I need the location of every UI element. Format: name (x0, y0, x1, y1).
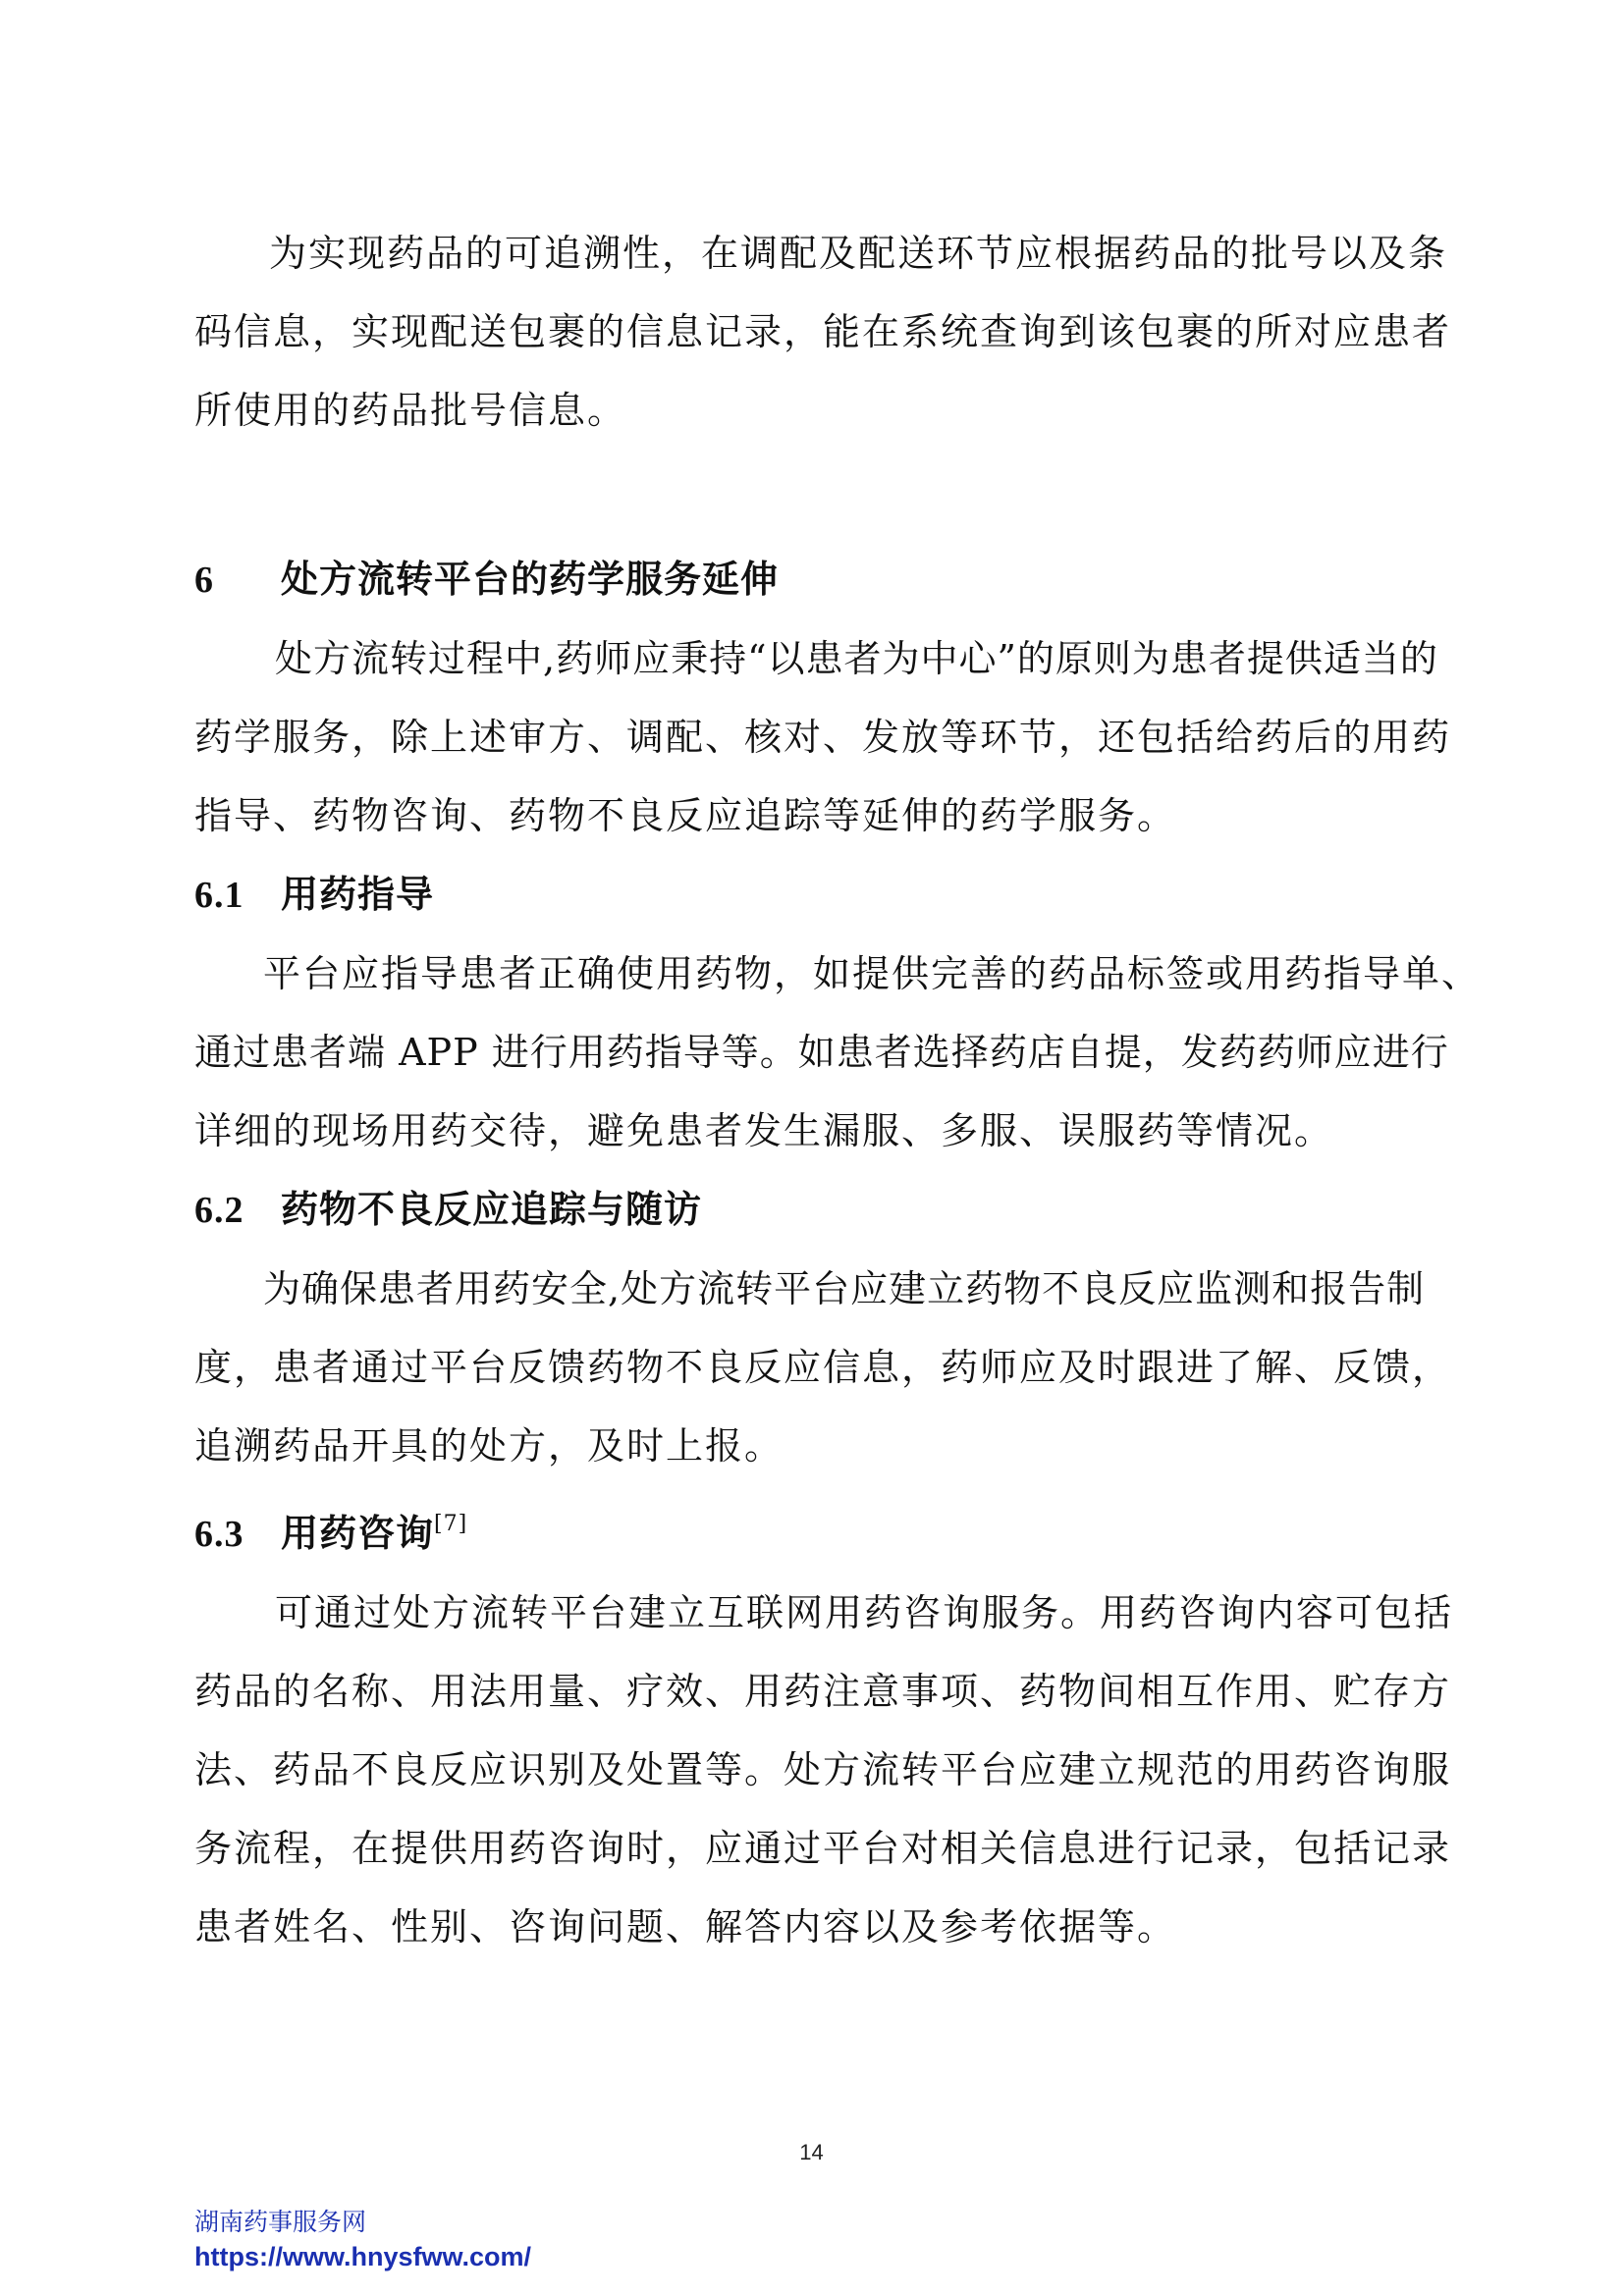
section-6-paragraph (194, 619, 1452, 855)
section-title: 用药咨询 (281, 1511, 435, 1555)
paragraph-line: 码信息，实现配送包裹的信息记录，能在系统查询到该包裹的所对应患者 (194, 310, 1452, 353)
paragraph-line: 处方流转过程中,药师应秉持“以患者为中心”的原则为患者提供适当的 (275, 637, 1438, 680)
paragraph-line: 药品的名称、用法用量、疗效、用药注意事项、药物间相互作用、贮存方 (194, 1670, 1452, 1713)
section-number: 6.3 (194, 1514, 244, 1555)
paragraph-line: 患者姓名、性别、咨询问题、解答内容以及参考依据等。 (194, 1905, 1177, 1949)
paragraph-line: 平台应指导患者正确使用药物，如提供完善的药品标签或用药指导单、 (263, 952, 1482, 995)
paragraph-line: 度，患者通过平台反馈药物不良反应信息，药师应及时跟进了解、反馈， (194, 1346, 1452, 1389)
section-6-3-heading (194, 1485, 1434, 1574)
paragraph-line: 指导、药物咨询、药物不良反应追踪等延伸的药学服务。 (194, 794, 1177, 837)
section-number: 6.2 (194, 1190, 244, 1231)
paragraph-line: 为实现药品的可追溯性，在调配及配送环节应根据药品的批号以及条 (269, 232, 1448, 275)
section-number: 6 (194, 560, 214, 601)
paragraph-line: 追溯药品开具的处方，及时上报。 (194, 1424, 784, 1468)
section-6-1-heading (194, 855, 1434, 934)
section-title: 药物不良反应追踪与随访 (281, 1187, 703, 1231)
footer-site-name: 湖南药事服务网 (194, 2208, 367, 2236)
section-title: 处方流转平台的药学服务延伸 (281, 557, 780, 601)
section-6-1-paragraph (194, 934, 1482, 1170)
paragraph-line: 可通过处方流转平台建立互联网用药咨询服务。用药咨询内容可包括 (275, 1591, 1454, 1634)
paragraph-line: 务流程，在提供用药咨询时，应通过平台对相关信息进行记录，包括记录 (194, 1827, 1452, 1870)
paragraph-line: 所使用的药品批号信息。 (194, 389, 627, 432)
paragraph-line: 通过患者端 APP 进行用药指导等。如患者选择药店自提，发药药师应进行 (194, 1031, 1449, 1074)
section-6-3-paragraph (194, 1574, 1454, 1966)
paragraph-line: 法、药品不良反应识别及处置等。处方流转平台应建立规范的用药咨询服 (194, 1748, 1452, 1791)
paragraph-line: 为确保患者用药安全,处方流转平台应建立药物不良反应监测和报告制 (263, 1267, 1426, 1310)
document-body (194, 214, 1482, 1966)
paragraph-line: 详细的现场用药交待，避免患者发生漏服、多服、误服药等情况。 (194, 1109, 1334, 1152)
paragraph-line: 药学服务，除上述审方、调配、核对、发放等环节，还包括给药后的用药 (194, 716, 1452, 759)
section-6-2-heading (194, 1170, 1434, 1250)
section-title: 用药指导 (281, 872, 435, 916)
section-6-2-paragraph (194, 1250, 1452, 1485)
section-number: 6.1 (194, 875, 244, 916)
intro-paragraph (194, 214, 1452, 450)
page-number: 14 (799, 2140, 824, 2164)
footer-watermark (194, 2206, 531, 2274)
footer-site-url[interactable]: https://www.hnysfww.com/ (194, 2242, 532, 2271)
section-6-heading (194, 540, 1434, 619)
citation-reference: [7] (434, 1512, 468, 1536)
